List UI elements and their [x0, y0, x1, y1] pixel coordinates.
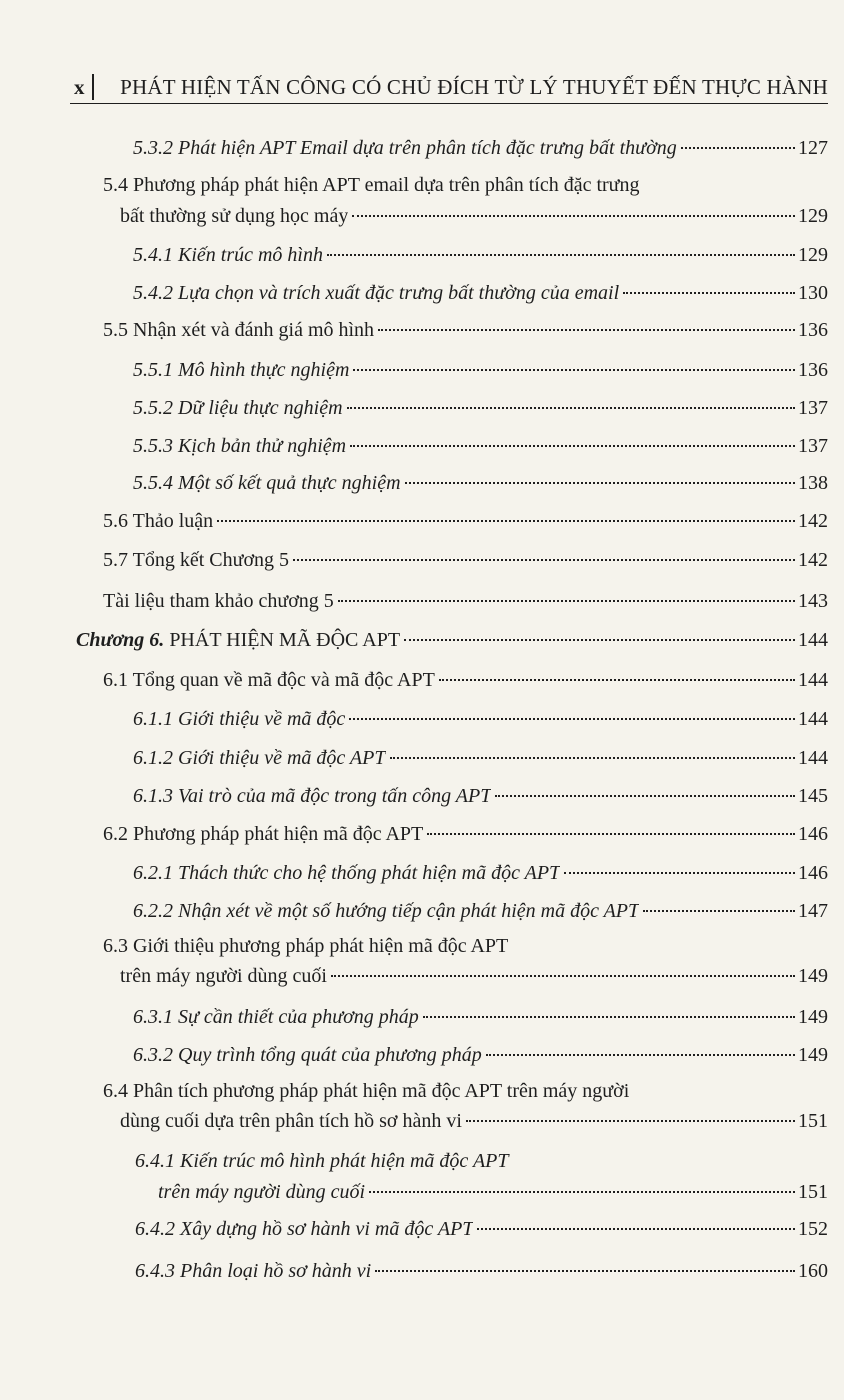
- dot-leader: [466, 1120, 795, 1122]
- dot-leader: [439, 679, 795, 681]
- toc-entry-page: 143: [798, 590, 828, 612]
- toc-entry-page: 145: [798, 785, 828, 807]
- toc-entry-6-4: [120, 1106, 828, 1136]
- toc-entry-text: 5.7 Tổng kết Chương 5: [103, 549, 290, 571]
- toc-entry-6-1-3: [133, 781, 828, 811]
- toc-entry-page: 144: [798, 669, 828, 691]
- toc-entry-text: 6.3.2 Quy trình tổng quát của phương pháp: [133, 1044, 482, 1066]
- toc-entry-page: 142: [798, 510, 828, 532]
- toc-entry-text: dùng cuối dựa trên phân tích hồ sơ hành vi: [120, 1110, 462, 1132]
- dot-leader: [643, 910, 795, 912]
- dot-leader: [293, 559, 795, 561]
- dot-leader: [327, 254, 795, 256]
- toc-entry-text: 5.3.2 Phát hiện APT Email dựa trên phân tích đặc trưng bất thường: [133, 137, 677, 159]
- header-divider: [92, 74, 94, 100]
- toc-entry-6-4-1-line1: 6.4.1 Kiến trúc mô hình phát hiện mã độc APT: [135, 1150, 509, 1172]
- page-number: x: [74, 75, 85, 99]
- book-title: PHÁT HIỆN TẤN CÔNG CÓ CHỦ ĐÍCH TỪ LÝ THUYẾT ĐẾN THỰC HÀNH: [120, 75, 828, 99]
- dot-leader: [405, 482, 795, 484]
- toc-entry-6-2-2: [133, 896, 828, 926]
- toc-entry-page: 149: [798, 1044, 828, 1066]
- toc-entry-5-5-3: [133, 431, 828, 461]
- toc-entry-6-4-1: [158, 1177, 828, 1207]
- dot-leader: [404, 639, 795, 641]
- toc-entry-6-2: [103, 819, 828, 849]
- toc-entry-text: bất thường sử dụng học máy: [120, 205, 349, 227]
- chapter-label: Chương 6.: [76, 629, 165, 651]
- toc-entry-page: 149: [798, 1006, 828, 1028]
- toc-entry-text: 6.1.1 Giới thiệu về mã độc: [133, 708, 346, 730]
- dot-leader: [564, 872, 795, 874]
- toc-entry-5-4-1: [133, 240, 828, 270]
- toc-entry-6-4-line1: 6.4 Phân tích phương pháp phát hiện mã độc APT trên máy người: [103, 1080, 630, 1102]
- toc-entry-references-5: [103, 586, 828, 616]
- toc-entry-page: 137: [798, 435, 828, 457]
- dot-leader: [495, 795, 795, 797]
- toc-entry-text: 6.2 Phương pháp phát hiện mã độc APT: [103, 823, 424, 845]
- toc-entry-page: 149: [798, 965, 828, 987]
- toc-entry-5-4-line1: 5.4 Phương pháp phát hiện APT email dựa trên phân tích đặc trưng: [103, 174, 640, 196]
- toc-entry-text: trên máy người dùng cuối: [120, 965, 327, 987]
- toc-entry-page: 130: [798, 282, 828, 304]
- dot-leader: [347, 407, 795, 409]
- toc-entry-6-3-line1: 6.3 Giới thiệu phương pháp phát hiện mã độc APT: [103, 935, 509, 957]
- toc-entry-page: 151: [798, 1110, 828, 1132]
- toc-entry-text: 6.4.2 Xây dựng hồ sơ hành vi mã độc APT: [135, 1218, 474, 1240]
- dot-leader: [378, 329, 795, 331]
- toc-entry-page: 147: [798, 900, 828, 922]
- toc-entry-5-5-1: [133, 355, 828, 385]
- dot-leader: [423, 1016, 795, 1018]
- toc-entry-page: 137: [798, 397, 828, 419]
- toc-entry-page: 152: [798, 1218, 828, 1240]
- dot-leader: [353, 369, 795, 371]
- toc-entry-5-5-4: [133, 468, 828, 498]
- toc-entry-page: 144: [798, 629, 828, 651]
- dot-leader: [352, 215, 795, 217]
- toc-entry-6-4-3: [135, 1256, 828, 1286]
- toc-chapter-6: [76, 625, 828, 655]
- toc-entry-5-4-2: [133, 278, 828, 308]
- dot-leader: [390, 757, 796, 759]
- dot-leader: [681, 147, 795, 149]
- toc-entry-text: 6.2.2 Nhận xét về một số hướng tiếp cận phát hiện mã độc APT: [133, 900, 640, 922]
- toc-entry-text: 5.5.4 Một số kết quả thực nghiệm: [133, 472, 401, 494]
- toc-entry-5-3-2: [133, 133, 828, 163]
- toc-entry-5-5: [103, 315, 828, 345]
- dot-leader: [331, 975, 795, 977]
- toc-entry-text: 6.1 Tổng quan về mã độc và mã độc APT: [103, 669, 435, 691]
- dot-leader: [369, 1191, 795, 1193]
- toc-entry-page: 160: [798, 1260, 828, 1282]
- dot-leader: [350, 445, 795, 447]
- toc-entry-page: 138: [798, 472, 828, 494]
- toc-entry-text: 5.5.3 Kịch bản thử nghiệm: [133, 435, 347, 457]
- toc-entry-5-6: [103, 506, 828, 536]
- dot-leader: [217, 520, 795, 522]
- toc-entry-text: 5.4.2 Lựa chọn và trích xuất đặc trưng bất thường của email: [133, 282, 620, 304]
- toc-entry-text: 5.5.1 Mô hình thực nghiệm: [133, 359, 350, 381]
- dot-leader: [338, 600, 795, 602]
- toc-entry-text: 6.2.1 Thách thức cho hệ thống phát hiện mã độc APT: [133, 862, 561, 884]
- toc-entry-5-7: [103, 545, 828, 575]
- toc-entry-page: 146: [798, 862, 828, 884]
- toc-entry-6-1: [103, 665, 828, 695]
- toc-entry-page: 129: [798, 205, 828, 227]
- toc-entry-page: 127: [798, 137, 828, 159]
- toc-entry-page: 144: [798, 708, 828, 730]
- toc-entry-text: 6.3.1 Sự cần thiết của phương pháp: [133, 1006, 419, 1028]
- chapter-title: PHÁT HIỆN MÃ ĐỘC APT: [169, 629, 401, 651]
- toc-entry-6-3-2: [133, 1040, 828, 1070]
- toc-entry-page: 142: [798, 549, 828, 571]
- toc-entry-page: 136: [798, 319, 828, 341]
- dot-leader: [477, 1228, 795, 1230]
- toc-entry-page: 144: [798, 747, 828, 769]
- toc-entry-6-3-1: [133, 1002, 828, 1032]
- toc-entry-text: 5.6 Thảo luận: [103, 510, 214, 532]
- toc-entry-6-3: [120, 961, 828, 991]
- toc-entry-6-4-2: [135, 1214, 828, 1244]
- toc-entry-page: 129: [798, 244, 828, 266]
- toc-entry-text: 5.5 Nhận xét và đánh giá mô hình: [103, 319, 375, 341]
- toc-entry-5-4: [120, 201, 828, 231]
- toc-entry-6-2-1: [133, 858, 828, 888]
- toc-entry-text: 6.1.3 Vai trò của mã độc trong tấn công APT: [133, 785, 492, 807]
- toc-entry-6-1-2: [133, 743, 828, 773]
- toc-entry-5-5-2: [133, 393, 828, 423]
- dot-leader: [486, 1054, 795, 1056]
- toc-entry-page: 146: [798, 823, 828, 845]
- toc-entry-page: 136: [798, 359, 828, 381]
- toc-entry-page: 151: [798, 1181, 828, 1203]
- dot-leader: [375, 1270, 795, 1272]
- toc-entry-text: Tài liệu tham khảo chương 5: [103, 590, 334, 612]
- toc-entry-text: trên máy người dùng cuối: [158, 1181, 366, 1203]
- toc-entry-text: 5.4.1 Kiến trúc mô hình: [133, 244, 323, 266]
- dot-leader: [349, 718, 795, 720]
- dot-leader: [623, 292, 795, 294]
- running-header: [70, 72, 828, 102]
- toc-entry-text: 6.1.2 Giới thiệu về mã độc APT: [133, 747, 386, 769]
- header-rule: [70, 103, 828, 104]
- toc-entry-text: 6.4.3 Phân loại hồ sơ hành vi: [135, 1260, 372, 1282]
- toc-entry-6-1-1: [133, 704, 828, 734]
- dot-leader: [427, 833, 795, 835]
- toc-entry-text: 5.5.2 Dữ liệu thực nghiệm: [133, 397, 343, 419]
